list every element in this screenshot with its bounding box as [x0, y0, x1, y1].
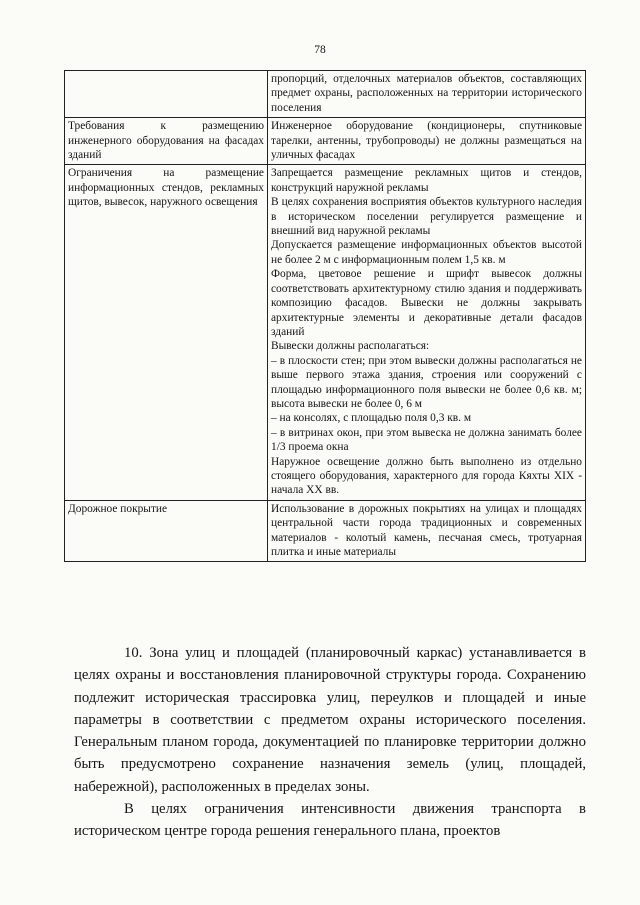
page-number: 78 — [314, 44, 326, 56]
requirement-cell — [65, 71, 268, 118]
table-row — [65, 165, 586, 500]
content-paragraph: Запрещается размещение рекламных щитов и стендов, конструкций наружной рекламы — [271, 167, 582, 194]
content-paragraph: Допускается размещение информационных объектов высотой не более 2 м с информационным полем 1,5 кв. м — [271, 239, 582, 266]
content-paragraph: Инженерное оборудование (кондиционеры, спутниковые тарелки, антенны, трубопроводы) не должны размещаться на уличных фасадах — [271, 120, 582, 162]
requirements-table — [64, 70, 586, 562]
table-row — [65, 71, 586, 118]
content-paragraph: – в плоскости стен; при этом вывески должны располагаться не выше первого этажа здания, строения или сооружений с площадью информационного поля вывески не более 0,6 кв. м; высота вывески не более 0, 6 м — [271, 354, 582, 410]
content-paragraph: Наружное освещение должно быть выполнено из отдельно стоящего оборудования, характерного для города Кяхты XIX - начала XX вв. — [271, 455, 582, 497]
requirement-cell: Ограничения на размещение информационных стендов, рекламных щитов, вывесок, наружного освещения — [65, 165, 268, 500]
content-paragraph: Форма, цветовое решение и шрифт вывесок должны соответствовать архитектурному стилю здания и поддерживать композицию фасадов. Вывески не должны закрывать архитектурные элементы и декоративные детали фасадов зданий — [271, 268, 582, 338]
requirement-cell: Требования к размещению инженерного оборудования на фасадах зданий — [65, 118, 268, 165]
content-paragraph: – на консолях, с площадью поля 0,3 кв. м — [271, 412, 472, 425]
table-row — [65, 118, 586, 165]
requirement-cell: Дорожное покрытие — [65, 500, 268, 562]
content-paragraph: пропорций, отделочных материалов объектов, составляющих предмет охраны, расположенных на территории исторического поселения — [271, 73, 582, 114]
body-paragraph: В целях ограничения интенсивности движения транспорта в историческом центре города решения генерального плана, проектов — [74, 801, 586, 840]
table-row — [65, 500, 586, 562]
content-cell — [268, 500, 586, 562]
content-cell — [268, 71, 586, 118]
content-cell — [268, 165, 586, 500]
content-paragraph: Вывески должны располагаться: — [271, 340, 430, 353]
content-paragraph: В целях сохранения восприятия объектов культурного наследия в историческом поселении регулируется размещение и внешний вид наружной рекламы — [271, 196, 582, 238]
body-text — [74, 642, 586, 843]
content-paragraph: – в витринах окон, при этом вывеска не должна занимать более 1/3 проема окна — [271, 426, 582, 454]
content-cell — [268, 118, 586, 165]
content-paragraph: Использование в дорожных покрытиях на улицах и площадях центральной части города традиционных и современных материалов - колотый камень, песчаная смесь, тротуарная плитка и иные материалы — [271, 502, 582, 558]
body-paragraph: 10. Зона улиц и площадей (планировочный каркас) устанавливается в целях охраны и восстановления планировочной структуры города. Сохранению подлежит историческая трассировка улиц, переулков и площадей и иные параметры в соответствии с предметом охраны исторического поселения. Генеральным планом города, документацией по планировке территории должно быть предусмотрено сохранение назначения земель (улиц, площадей, набережной), расположенных в пределах зоны. — [74, 645, 586, 795]
